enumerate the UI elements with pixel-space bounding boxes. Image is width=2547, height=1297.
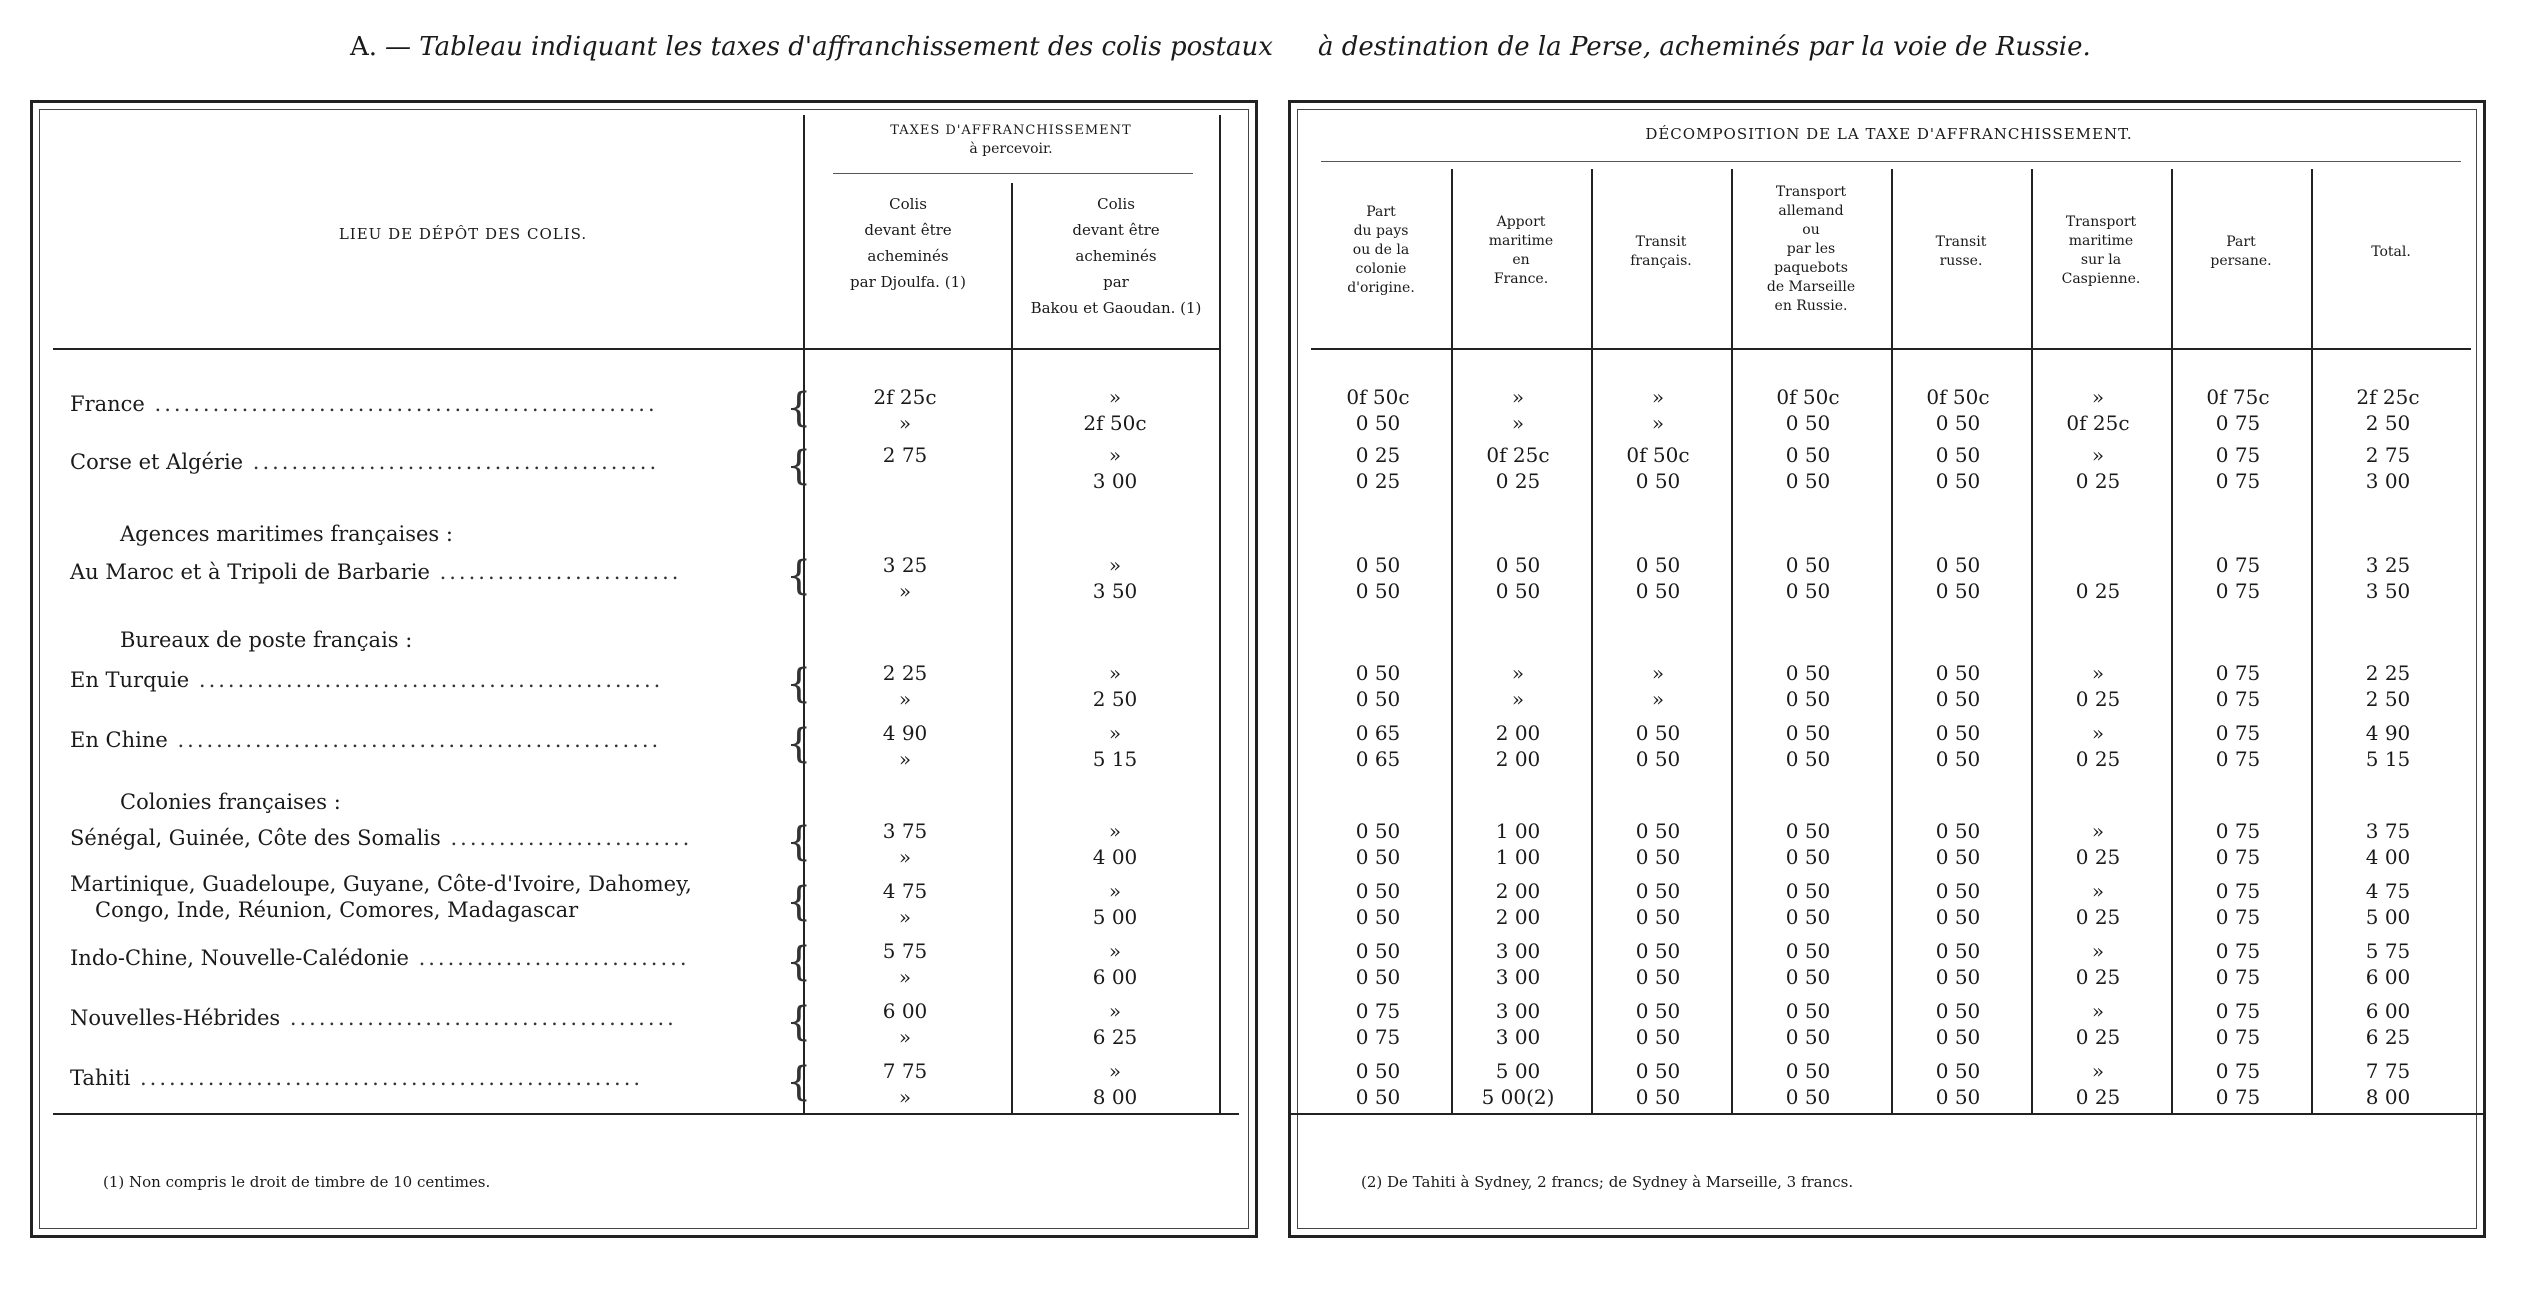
cell-djoulfa: 3 25 » [882,553,928,603]
cell-bakou: » 5 15 [1092,721,1138,771]
group-label: Bureaux de poste français : [120,628,413,652]
title-left-text: — Tableau indiquant les taxes d'affranchissement des colis postaux [385,32,1273,62]
row-brace: { [786,385,812,431]
cell-decomposition: 0 50 0 50 [1785,721,1831,771]
cell-decomposition: 0f 25c 0 25 [1486,443,1550,493]
cell-decomposition: 0 50 0 50 [1355,939,1401,989]
row-brace: { [786,819,812,865]
right-col-header-line: français. [1630,253,1692,269]
row-place-label [70,1006,677,1030]
right-col-header-6 [2031,213,2171,289]
cell-decomposition: 0 50 0 50 [1355,879,1401,929]
cell-decomposition: 0 50 0 50 [1935,661,1981,711]
col-djoulfa-l1: Colis [889,195,927,213]
divider-djoulfa-bakou [1011,183,1013,1115]
cell-decomposition: 3 75 4 00 [2365,819,2411,869]
col-bakou-l4: par [1103,273,1129,291]
cell-decomposition: 0 50 0 50 [1785,1059,1831,1109]
cell-bakou: » 3 50 [1092,553,1138,603]
cell-decomposition: » 0 25 [2075,939,2121,989]
leader-dots: ........................................ [280,1006,677,1030]
col-bakou-l1: Colis [1097,195,1135,213]
right-col-header-line: Part [2226,234,2256,250]
cell-decomposition: 0 50 0 50 [1785,553,1831,603]
right-col-header-line: en Russie. [1774,298,1848,314]
cell-djoulfa: 6 00 » [882,999,928,1049]
right-col-header-1 [1311,203,1451,298]
place-name: France [70,392,145,416]
right-col-header-line: colonie [1355,261,1407,277]
cell-decomposition: 2 00 2 00 [1495,721,1541,771]
left-header-rule [53,348,1219,350]
cell-decomposition: » » [1651,385,1665,435]
row-brace: { [786,939,812,985]
place-name: Martinique, Guadeloupe, Guyane, Côte-d'Ivoire, Dahomey, [70,872,692,896]
cell-decomposition: 0 50 0 50 [1785,819,1831,869]
left-body-bottom-rule [53,1113,1239,1115]
cell-decomposition: » 0 25 [2075,999,2121,1049]
cell-decomposition: 0f 50c 0 50 [1926,385,1990,435]
right-col-header-3 [1591,233,1731,271]
cell-djoulfa: 2 75 [882,443,928,467]
leader-dots: ......................... [440,826,693,850]
row-place-label [70,392,658,416]
cell-decomposition: 0f 50c 0 50 [1346,385,1410,435]
cell-decomposition: 0 50 0 50 [1355,819,1401,869]
cell-decomposition: 0 50 0 50 [1785,879,1831,929]
cell-decomposition: 0 75 0 75 [2215,661,2261,711]
right-col-header-7 [2171,233,2311,271]
right-col-header-line: Transport [2065,214,2137,230]
cell-decomposition: 0 50 0 50 [1785,939,1831,989]
cell-decomposition: 2 75 3 00 [2365,443,2411,493]
group-label: Agences maritimes françaises : [120,522,453,546]
row-brace: { [786,1059,812,1105]
place-header: LIEU DE DÉPÔT DES COLIS. [338,225,588,243]
cell-decomposition: 0f 50c 0 50 [1626,443,1690,493]
right-col-header-line: en [1512,252,1530,268]
document-title-left [350,32,1273,62]
taxes-header [805,121,1217,159]
right-col-header-line: sur la [2080,252,2122,268]
right-body-bottom-rule [1291,1113,2483,1115]
cell-decomposition: 7 75 8 00 [2365,1059,2411,1109]
cell-djoulfa: 7 75 » [882,1059,928,1109]
right-col-header-line: ou de la [1352,242,1410,258]
row-place-label [70,946,690,970]
taxes-header-rule [833,173,1193,174]
right-col-header-line: paquebots [1774,260,1848,276]
row-brace: { [786,999,812,1045]
cell-bakou: » 6 25 [1092,999,1138,1049]
cell-decomposition: 0 75 0 75 [2215,553,2261,603]
right-col-header-5 [1891,233,2031,271]
right-col-header-line: du pays [1353,223,1409,239]
place-name: Au Maroc et à Tripoli de Barbarie [70,560,430,584]
cell-decomposition: 1 00 1 00 [1495,819,1541,869]
cell-djoulfa: 3 75 » [882,819,928,869]
cell-decomposition: 0 50 0 50 [1635,721,1681,771]
leader-dots: .......................................... [243,450,660,474]
cell-djoulfa: 4 75 » [882,879,928,929]
cell-decomposition: 0 50 0 50 [1355,553,1401,603]
col-bakou-l3: acheminés [1075,247,1157,265]
col-djoulfa-header [805,191,1011,295]
cell-decomposition: » 0 25 [2075,661,2121,711]
cell-djoulfa: 2 25 » [882,661,928,711]
cell-bakou: » 4 00 [1092,819,1138,869]
decomposition-header: DÉCOMPOSITION DE LA TAXE D'AFFRANCHISSEMENT. [1645,125,2133,143]
cell-decomposition: » 0 25 [2075,443,2121,493]
right-col-header-line: ou [1802,222,1820,238]
cell-decomposition: 0 75 0 75 [2215,999,2261,1049]
cell-decomposition: 0f 50c 0 50 [1776,385,1840,435]
right-col-header-line: d'origine. [1347,280,1415,296]
leader-dots: .................................................... [130,1066,644,1090]
right-col-header-line: Transit [1935,234,1987,250]
leader-dots: ......................... [429,560,682,584]
cell-decomposition: 3 00 3 00 [1495,939,1541,989]
footnote-left: (1) Non compris le droit de timbre de 10 centimes. [103,1173,491,1191]
row-brace: { [786,661,812,707]
place-name: Sénégal, Guinée, Côte des Somalis [70,826,441,850]
title-prefix: A. [350,32,378,62]
row-brace: { [786,443,812,489]
cell-decomposition: 0 75 0 75 [2215,879,2261,929]
right-col-header-line: France. [1493,271,1549,287]
cell-bakou: » 2 50 [1092,661,1138,711]
cell-decomposition: 0 50 0 50 [1935,879,1981,929]
cell-decomposition: 0 50 0 50 [1355,661,1401,711]
right-col-header-line: Total. [2371,244,2411,260]
cell-decomposition: 4 75 5 00 [2365,879,2411,929]
cell-decomposition: 0 75 0 75 [2215,721,2261,771]
cell-djoulfa: 2f 25c » [873,385,937,435]
row-place-label [70,560,681,584]
row-place-label [70,826,692,850]
place-name: Indo-Chine, Nouvelle-Calédonie [70,946,409,970]
place-name: En Turquie [70,668,190,692]
cell-decomposition: » 0 25 [2075,879,2121,929]
cell-decomposition: 0 50 0 50 [1935,1059,1981,1109]
cell-decomposition: 0 50 0 50 [1935,819,1981,869]
col-bakou-l5: Bakou et Gaoudan. (1) [1030,299,1202,317]
right-col-header-line: par les [1786,241,1836,257]
cell-decomposition: 0 75 0 75 [2215,443,2261,493]
cell-decomposition: 0 50 0 50 [1935,721,1981,771]
right-col-header-line: Transport [1775,184,1847,200]
col-bakou-header [1013,191,1219,321]
cell-decomposition: 2f 25c 2 50 [2356,385,2420,435]
taxes-header-line2: à percevoir. [969,141,1053,157]
cell-decomposition: 0 50 0 50 [1635,553,1681,603]
cell-decomposition: » » [1651,661,1665,711]
cell-decomposition: 0 50 0 50 [1935,999,1981,1049]
right-col-header-line: allemand [1778,203,1844,219]
cell-decomposition: 0 50 0 50 [1785,661,1831,711]
row-brace: { [786,879,812,925]
col-djoulfa-l3: acheminés [867,247,949,265]
cell-decomposition: 5 00 5 00(2) [1481,1059,1555,1109]
cell-djoulfa: 5 75 » [882,939,928,989]
cell-bakou: » 6 00 [1092,939,1138,989]
right-col-header-line: Transit [1635,234,1687,250]
place-name: Nouvelles-Hébrides [70,1006,281,1030]
cell-decomposition: » 0 25 [2075,1059,2121,1109]
divider-right-edge [1219,115,1221,1115]
cell-decomposition: 0 75 0 75 [2215,1059,2261,1109]
cell-decomposition: 0 50 0 50 [1785,999,1831,1049]
row-place-label [70,668,663,692]
row-place-label [70,1066,643,1090]
row-brace: { [786,721,812,767]
right-col-header-line: Apport [1496,214,1546,230]
cell-decomposition: 0 50 0 50 [1635,879,1681,929]
right-col-header-line: de Marseille [1766,279,1856,295]
cell-decomposition: 2 25 2 50 [2365,661,2411,711]
cell-decomposition: 0f 75c 0 75 [2206,385,2270,435]
cell-decomposition: 0 50 0 50 [1635,1059,1681,1109]
cell-decomposition: 6 00 6 25 [2365,999,2411,1049]
leader-dots: .................................................... [144,392,658,416]
group-label: Colonies françaises : [120,790,341,814]
cell-decomposition: » » [1511,661,1525,711]
cell-decomposition: 0 50 0 50 [1635,999,1681,1049]
row-place-label [70,450,659,474]
cell-decomposition: 0 50 0 50 [1355,1059,1401,1109]
place-name: Corse et Algérie [70,450,244,474]
cell-decomposition: 3 25 3 50 [2365,553,2411,603]
taxes-header-line1: TAXES D'AFFRANCHISSEMENT [890,123,1132,138]
cell-bakou: » 5 00 [1092,879,1138,929]
cell-decomposition: » 0 25 [2075,721,2121,771]
row-place-label [70,728,661,752]
cell-decomposition: » » [1511,385,1525,435]
right-col-header-line: Caspienne. [2061,271,2141,287]
right-col-header-line: russe. [1939,253,1983,269]
cell-decomposition: 0 65 0 65 [1355,721,1401,771]
cell-decomposition: 4 90 5 15 [2365,721,2411,771]
col-djoulfa-l4: par Djoulfa. (1) [850,273,966,291]
leader-dots: ............................ [408,946,690,970]
cell-bakou: » 8 00 [1092,1059,1138,1109]
decomposition-header-rule [1321,161,2461,162]
right-col-header-4 [1731,183,1891,316]
cell-decomposition: 0 25 [2075,579,2121,603]
cell-decomposition: 0 50 0 50 [1935,553,1981,603]
footnote-right: (2) De Tahiti à Sydney, 2 francs; de Sydney à Marseille, 3 francs. [1361,1173,1854,1191]
right-col-header-2 [1451,213,1591,289]
col-djoulfa-l2: devant être [864,221,952,239]
cell-decomposition: 0 50 0 50 [1635,939,1681,989]
cell-djoulfa: 4 90 » [882,721,928,771]
cell-decomposition: » 0 25 [2075,819,2121,869]
place-name: Tahiti [70,1066,131,1090]
cell-decomposition: 0 50 0 50 [1785,443,1831,493]
cell-decomposition: 0 75 0 75 [2215,819,2261,869]
cell-decomposition: 2 00 2 00 [1495,879,1541,929]
leader-dots: .................................................. [167,728,662,752]
cell-decomposition: 0 50 0 50 [1495,553,1541,603]
cell-decomposition: 0 75 0 75 [2215,939,2261,989]
cell-decomposition: 0 75 0 75 [1355,999,1401,1049]
cell-decomposition: 0 25 0 25 [1355,443,1401,493]
cell-decomposition: 0 50 0 50 [1635,819,1681,869]
cell-decomposition: » 0f 25c [2066,385,2130,435]
col-bakou-l2: devant être [1072,221,1160,239]
cell-decomposition: 3 00 3 00 [1495,999,1541,1049]
document-title-right: à destination de la Perse, acheminés par la voie de Russie. [1318,32,2091,62]
right-col-header-line: maritime [2068,233,2134,249]
cell-bakou: » 2f 50c [1083,385,1147,435]
cell-bakou: » 3 00 [1092,443,1138,493]
right-col-header-line: persane. [2210,253,2272,269]
leader-dots: ................................................ [189,668,664,692]
cell-decomposition: 5 75 6 00 [2365,939,2411,989]
row-brace: { [786,553,812,599]
cell-decomposition: 0 50 0 50 [1935,443,1981,493]
place-name: En Chine [70,728,168,752]
right-col-header-line: Part [1366,204,1396,220]
row-place-label [70,872,692,896]
right-col-header-line: maritime [1488,233,1554,249]
row-place-label-continued: Congo, Inde, Réunion, Comores, Madagascar [95,898,579,922]
cell-decomposition: 0 50 0 50 [1935,939,1981,989]
right-col-header-8 [2311,243,2471,262]
